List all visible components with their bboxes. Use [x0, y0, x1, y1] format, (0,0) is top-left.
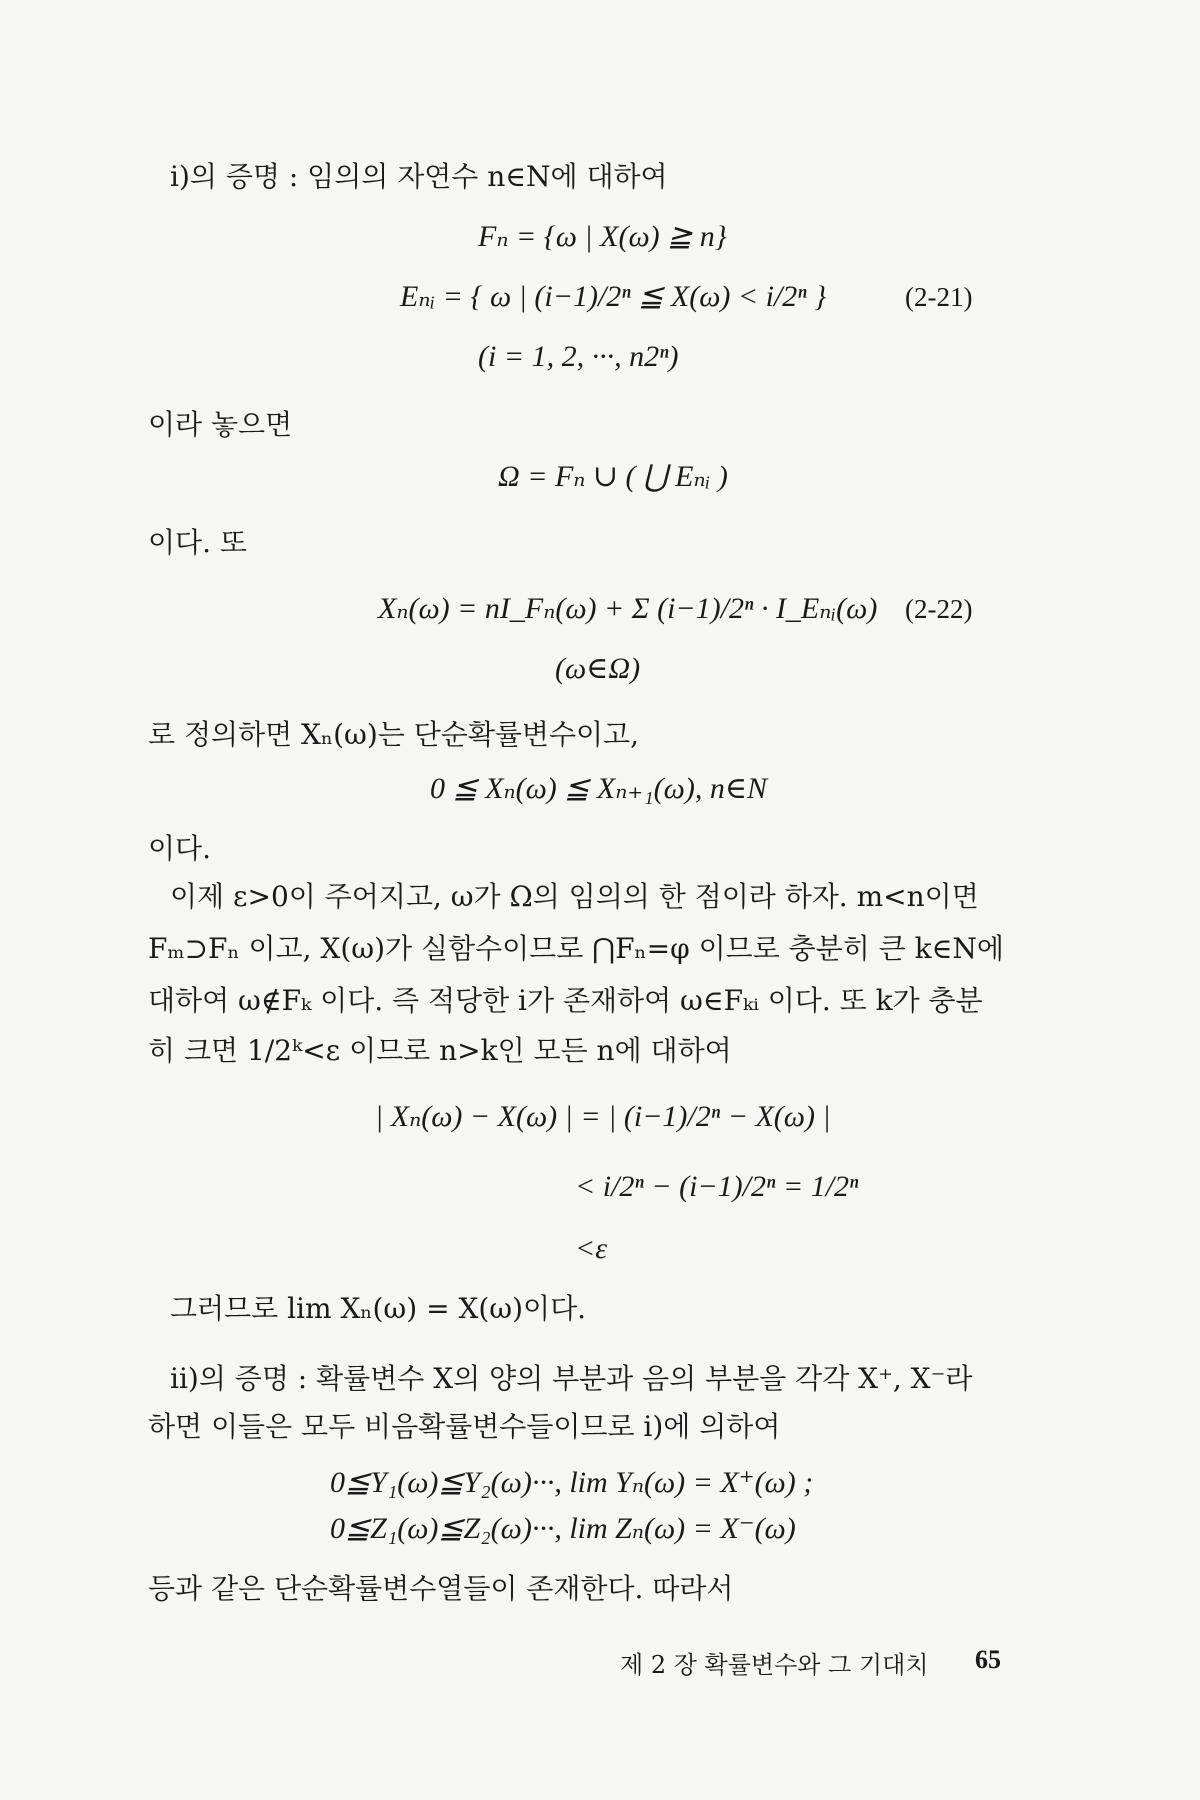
equation-Xn: Xₙ(ω) = nI_Fₙ(ω) + Σ (i−1)/2ⁿ · I_Eₙᵢ(ω) [378, 592, 878, 625]
equation-number: (2-22) [905, 594, 973, 624]
paragraph-line: Fₘ⊃Fₙ 이고, X(ω)가 실함수이므로 ⋂Fₙ=φ 이므로 충분히 큰 k∈N에 [148, 932, 1004, 965]
equation-monotone: 0 ≦ Xₙ(ω) ≦ Xₙ₊₁(ω), n∈N [430, 772, 768, 805]
paragraph-line: 로 정의하면 Xₙ(ω)는 단순확률변수이고, [148, 718, 640, 751]
equation-number: (2-21) [905, 282, 973, 312]
equation-Fn: Fₙ = {ω | X(ω) ≧ n} [478, 220, 727, 253]
equation-bound: < i/2ⁿ − (i−1)/2ⁿ = 1/2ⁿ [575, 1170, 859, 1203]
paragraph-line: 대하여 ω∉Fₖ 이다. 즉 적당한 i가 존재하여 ω∈Fₖᵢ 이다. 또 k가 충분 [148, 984, 983, 1017]
equation-abs-diff: | Xₙ(ω) − X(ω) | = | (i−1)/2ⁿ − X(ω) | [375, 1100, 831, 1133]
paragraph-line: 하면 이들은 모두 비음확률변수들이므로 i)에 의하여 [148, 1410, 781, 1443]
equation-epsilon: <ε [575, 1232, 608, 1265]
equation-Y-sequence: 0≦Y₁(ω)≦Y₂(ω)···, lim Yₙ(ω) = X⁺(ω) ; [330, 1466, 814, 1499]
equation-Z-sequence: 0≦Z₁(ω)≦Z₂(ω)···, lim Zₙ(ω) = X⁻(ω) [330, 1512, 796, 1545]
running-footer: 제 2 장 확률변수와 그 기대치 [620, 1651, 929, 1679]
paragraph-line: 이제 ε>0이 주어지고, ω가 Ω의 임의의 한 점이라 하자. m<n이면 [170, 880, 979, 913]
paragraph-line: 히 크면 1/2ᵏ<ε 이므로 n>k인 모든 n에 대하여 [148, 1034, 732, 1067]
page-number: 65 [975, 1645, 1001, 1674]
equation-index-range: (i = 1, 2, ···, n2ⁿ) [478, 340, 679, 373]
equation-Omega: Ω = Fₙ ∪ ( ⋃ Eₙᵢ ) [498, 460, 728, 493]
equation-domain: (ω∈Ω) [555, 652, 641, 685]
paragraph-line: 등과 같은 단순확률변수열들이 존재한다. 따라서 [148, 1572, 734, 1605]
paragraph-line: 이다. 또 [148, 526, 247, 559]
paragraph-line: 이다. [148, 832, 211, 865]
paragraph-line: 그러므로 lim Xₙ(ω) = X(ω)이다. [170, 1292, 587, 1325]
proof-heading-ii: ii)의 증명 : 확률변수 X의 양의 부분과 음의 부분을 각각 X⁺, X⁻라 [170, 1362, 973, 1395]
equation-Eni: Eₙᵢ = { ω | (i−1)/2ⁿ ≦ X(ω) < i/2ⁿ } [400, 280, 827, 313]
proof-heading-i: i)의 증명 : 임의의 자연수 n∈N에 대하여 [170, 160, 668, 193]
paragraph-line: 이라 놓으면 [148, 408, 293, 441]
